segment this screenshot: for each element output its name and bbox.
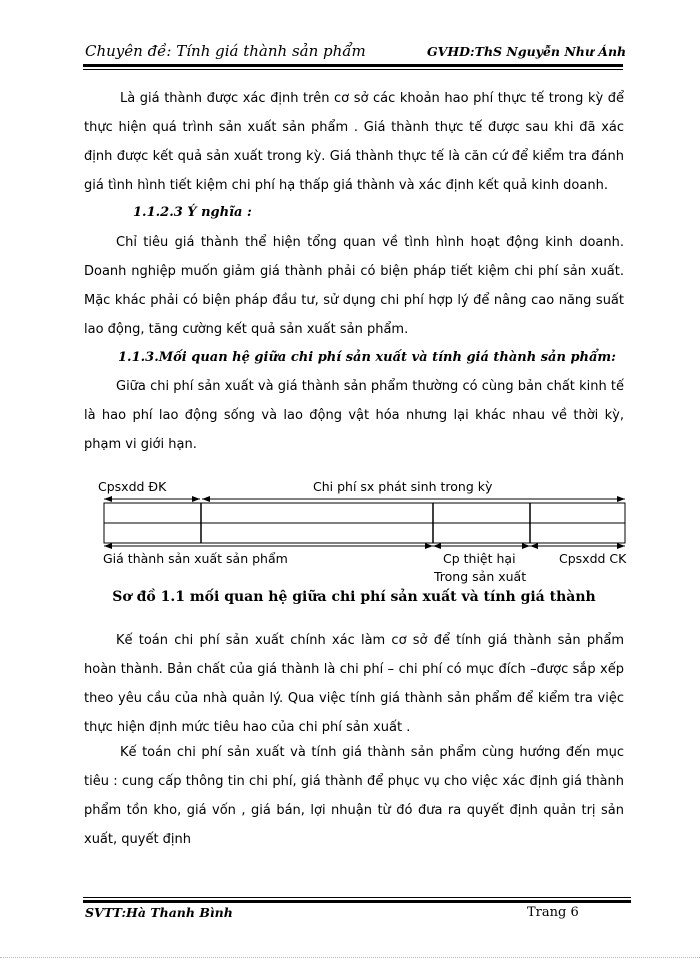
diagram-caption: Sơ đồ 1.1 mối quan hệ giữa chi phí sản xuất và tính giá thành — [112, 589, 596, 605]
arrowhead-ck-right — [617, 543, 625, 549]
arrowhead-ps-left — [202, 496, 210, 502]
page-edge — [0, 957, 700, 958]
header-advisor: GVHD:ThS Nguyễn Như Ánh — [427, 44, 627, 59]
label-cpsxdd-ck: Cpsxdd CK — [559, 551, 627, 566]
arrowhead-dk-right — [192, 496, 200, 502]
label-chi-phi-phat-sinh: Chi phí sx phát sinh trong kỳ — [313, 479, 493, 494]
arrowhead-ck-left — [530, 543, 538, 549]
arrowhead-gt-left — [104, 543, 112, 549]
footer-rule-thin — [83, 897, 631, 898]
footer-student: SVTT:Hà Thanh Bình — [85, 905, 233, 920]
paragraph-2: Chỉ tiêu giá thành thể hiện tổng quan về tình hình hoạt động kinh doanh. Doanh nghiệp muốn giảm giá thành phải có biện pháp tiết kiệm chi phí sản xuất. Mặc khác phải có biện pháp đầu tư, sử dụng chi phí hợp lý để nâng cao năng suất lao động, tăng cường kết quả sản xuất sản phẩm. — [84, 235, 624, 337]
label-cpsxdd-dk: Cpsxdd ĐK — [98, 479, 167, 494]
label-trong-san-xuat: Trong sản xuất — [434, 569, 527, 584]
paragraph-1: Là giá thành được xác định trên cơ sở các khoản hao phí thực tế trong kỳ để thực hiện quá trình sản xuất sản phẩm . Giá thành thực tế được sau khi đã xác định được kết quả sản xuất trong kỳ. Giá thành thực tế là căn cứ để kiểm tra đánh giá tình hình tiết kiệm chi phí hạ thấp giá thành và xác định kết quả kinh doanh. — [84, 91, 624, 193]
paragraph-5: Kế toán chi phí sản xuất và tính giá thành sản phẩm cùng hướng đến mục tiêu : cung cấp thông tin chi phí, giá thành để phục vụ cho việc xác định giá thành phẩm tồn kho, giá vốn , giá bán, lợi nhuận từ đó đưa ra quyết định quản trị sản xuất, quyết định — [84, 745, 624, 847]
footer-page-number: Trang 6 — [527, 905, 579, 920]
arrowhead-th-right — [522, 543, 530, 549]
heading-y-nghia: 1.1.2.3 Ý nghĩa : — [133, 205, 252, 220]
paragraph-3: Giữa chi phí sản xuất và giá thành sản phẩm thường có cùng bản chất kinh tế là hao phí lao động sống và lao động vật hóa nhưng lại khác nhau về thời kỳ, phạm vi giới hạn. — [84, 379, 624, 452]
arrowhead-gt-right — [425, 543, 433, 549]
label-cp-thiet-hai: Cp thiệt hại — [443, 551, 516, 566]
arrowhead-dk-left — [104, 496, 112, 502]
arrowhead-ps-right — [617, 496, 625, 502]
header-title: Chuyên đề: Tính giá thành sản phẩm — [85, 42, 366, 60]
arrowhead-th-left — [433, 543, 441, 549]
label-gia-thanh-san-xuat: Giá thành sản xuất sản phẩm — [103, 551, 288, 566]
paragraph-4: Kế toán chi phí sản xuất chính xác làm cơ sở để tính giá thành sản phẩm hoàn thành. Bản chất của giá thành là chi phí – chi phí có mục đích –được sắp xếp theo yêu cầu của nhà quản lý. Qua việc tính giá thành sản phẩm để kiểm tra việc thực hiện định mức tiêu hao của chi phí sản xuất . — [84, 633, 624, 735]
heading-moi-quan-he: 1.1.3.Mối quan hệ giữa chi phí sản xuất và tính giá thành sản phẩm: — [118, 350, 616, 365]
footer-rule — [83, 900, 631, 903]
